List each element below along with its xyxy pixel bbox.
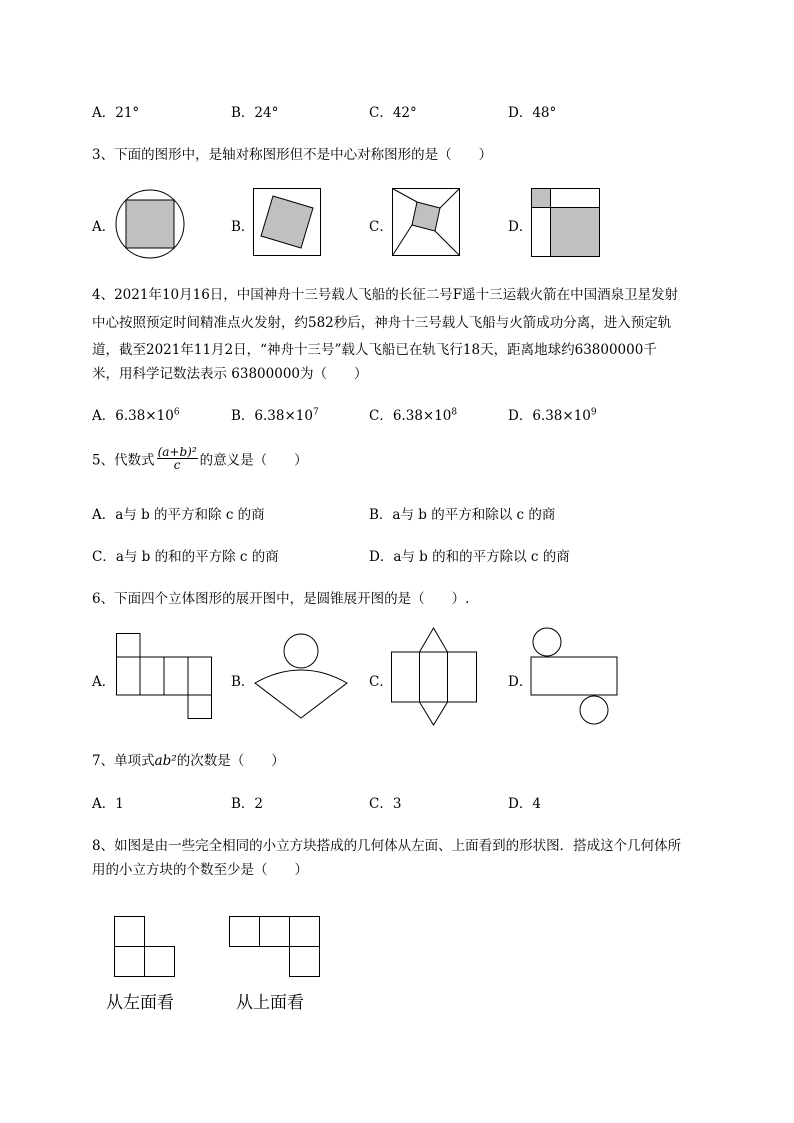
q5-option-b: B．a与 b 的平方和除以 c 的商 bbox=[369, 507, 556, 523]
q8-caption-left: 从左面看 bbox=[106, 993, 174, 1013]
q4-line-2: 中心按照预定时间精准点火发射，约582秒后，神舟十三号载人飞船与火箭成功分离，进入预定轨 bbox=[92, 315, 672, 331]
q6-figure-b bbox=[253, 631, 349, 719]
q5-option-d: D．a与 b 的和的平方除以 c 的商 bbox=[369, 549, 570, 565]
q3c-line-1 bbox=[393, 189, 418, 203]
q8-top-view bbox=[229, 916, 321, 978]
q6-label-d: D． bbox=[508, 674, 533, 690]
q6-label-c: C． bbox=[369, 674, 393, 690]
q2-option-b: B．24° bbox=[231, 105, 279, 121]
q3-figure-b bbox=[253, 188, 321, 256]
q6-figure-d bbox=[530, 627, 618, 725]
q7-option-a: A．1 bbox=[92, 796, 124, 812]
q6-figure-c bbox=[391, 627, 477, 726]
q3a-square bbox=[126, 200, 174, 248]
q3-question: 3、下面的图形中，是轴对称图形但不是中心对称图形的是（ ） bbox=[92, 147, 493, 163]
q2-option-a: A．21° bbox=[92, 105, 140, 121]
q5-option-a: A．a与 b 的平方和除 c 的商 bbox=[92, 507, 265, 523]
q6d-bottom-circle bbox=[580, 696, 608, 724]
q8-line-1: 8、如图是由一些完全相同的小立方块搭成的几何体从左面、上面看到的形状图．搭成这个几何体所 bbox=[92, 838, 682, 854]
q7-option-d: D．4 bbox=[508, 796, 541, 812]
q7-question: 7、单项式ab²的次数是（ ） bbox=[92, 753, 285, 769]
q6b-circle bbox=[284, 634, 318, 668]
q4-line-3: 道，截至2021年11月2日，“神舟十三号”载人飞船已在轨飞行18天，距离地球约63800000千 bbox=[92, 342, 657, 358]
q5-question: 5、代数式 $\frac{\text{(a+b)²}}{c}$ 的意义是（ ） bbox=[92, 445, 308, 472]
q6d-rect bbox=[531, 657, 617, 695]
q3-figure-c bbox=[392, 188, 460, 256]
q7-option-c: C．3 bbox=[369, 796, 402, 812]
q4-line-4: 米，用科学记数法表示 63800000为（ ） bbox=[92, 366, 368, 382]
q8-caption-top: 从上面看 bbox=[236, 993, 304, 1013]
q3-label-c: C． bbox=[369, 219, 393, 235]
q6a-top-square bbox=[117, 634, 141, 658]
q3d-large-square bbox=[551, 208, 600, 257]
q2-option-c: C．42° bbox=[369, 105, 417, 121]
q4-option-d: D．$6.38\times 10^9$ bbox=[508, 407, 597, 424]
q3c-line-2 bbox=[440, 189, 460, 209]
q6-label-a: A． bbox=[92, 674, 116, 690]
q6d-top-circle bbox=[533, 628, 561, 656]
q4-line-1: 4、2021年10月16日，中国神舟十三号载人飞船的长征二号F遥十三运载火箭在中国酒泉卫星发射 bbox=[92, 287, 679, 303]
q8-line-2: 用的小立方块的个数至少是（ ） bbox=[92, 862, 308, 878]
q6-figure-a bbox=[116, 633, 213, 719]
q3-figure-d bbox=[531, 188, 600, 257]
q3-label-b: B． bbox=[231, 219, 255, 235]
q6a-bottom-square bbox=[188, 695, 212, 719]
q6c-rect bbox=[392, 652, 477, 702]
q4-option-b: B．$6.38\times 10^7$ bbox=[231, 407, 319, 424]
q3c-line-3 bbox=[435, 231, 460, 256]
q3d-small-square bbox=[532, 189, 551, 208]
q6c-bottom-triangle bbox=[420, 702, 448, 725]
q3-figure-a bbox=[114, 188, 186, 260]
q8-left-view bbox=[114, 916, 176, 978]
q6b-sector bbox=[255, 670, 347, 718]
q2-option-d: D．48° bbox=[508, 105, 557, 121]
q7-option-b: B．2 bbox=[231, 796, 264, 812]
q3c-tilted-square bbox=[412, 202, 440, 231]
q4-option-c: C．$6.38\times 10^8$ bbox=[369, 407, 458, 424]
q5-fraction: $\frac{\text{(a+b)²}}{c}$ bbox=[157, 445, 197, 472]
q5-option-c: C．a与 b 的和的平方除 c 的商 bbox=[92, 549, 279, 565]
q3b-tilted-square bbox=[261, 196, 313, 248]
q6-label-b: B． bbox=[231, 674, 255, 690]
q6-question: 6、下面四个立体图形的展开图中，是圆锥展开图的是（ ）. bbox=[92, 591, 470, 607]
q4-option-a: A．$6.38\times 10^6$ bbox=[92, 407, 180, 424]
q3c-line-4 bbox=[393, 225, 413, 256]
q3-label-d: D． bbox=[508, 219, 533, 235]
q3-label-a: A． bbox=[92, 219, 116, 235]
q6c-top-triangle bbox=[420, 628, 448, 652]
